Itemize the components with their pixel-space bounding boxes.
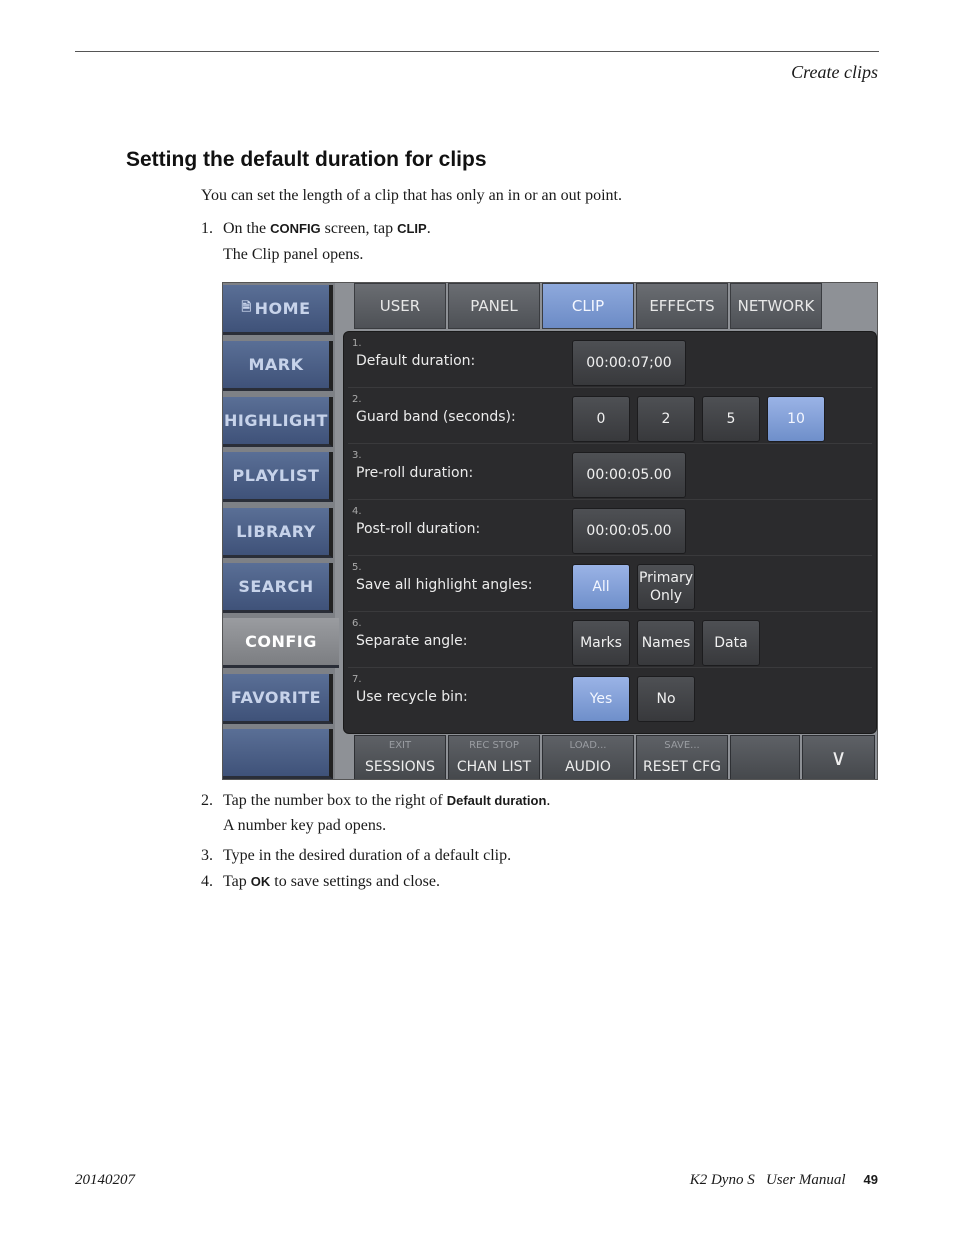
pre-roll-duration-field[interactable]: 00:00:05.00 — [572, 452, 686, 498]
row-number: 6. — [352, 618, 362, 629]
row-label: Save all highlight angles: — [356, 577, 533, 593]
step-text: screen, tap — [320, 220, 398, 237]
step-2-result: A number key pad opens. — [223, 817, 387, 834]
step-text: . — [426, 220, 431, 237]
nav-favorite-button[interactable]: FAVORITE — [223, 674, 333, 724]
header-rule — [75, 51, 879, 52]
secondary-label: EXIT — [388, 740, 412, 751]
clip-settings-panel — [343, 331, 877, 734]
row-number: 7. — [352, 674, 362, 685]
secondary-label: LOAD... — [569, 740, 607, 751]
chevron-down-icon: ∨ — [830, 745, 847, 771]
nav-label: HOME — [254, 299, 311, 318]
left-navigation — [223, 283, 335, 780]
nav-search-button[interactable]: SEARCH — [223, 563, 333, 613]
row-number: 3. — [352, 450, 362, 461]
nav-library-button[interactable]: LIBRARY — [223, 508, 333, 558]
blank-toolbar-button[interactable] — [730, 735, 800, 780]
tab-panel[interactable]: PANEL — [448, 283, 540, 329]
bottom-toolbar — [335, 735, 878, 780]
step-3 — [201, 846, 511, 866]
step-number: 3. — [201, 847, 213, 864]
ui-term-default-duration: Default duration — [446, 793, 547, 808]
tab-user[interactable]: USER — [354, 283, 446, 329]
highlight-all-button[interactable]: All — [572, 564, 630, 610]
nav-config-button[interactable]: CONFIG — [223, 618, 339, 668]
tab-bar — [335, 283, 878, 331]
document-icon: 🗎 — [241, 300, 252, 314]
intro-paragraph: You can set the length of a clip that has only an in or an out point. — [201, 187, 622, 204]
chan-list-button[interactable] — [448, 735, 540, 780]
nav-empty-button[interactable] — [223, 729, 333, 779]
ui-term-config: CONFIG — [270, 221, 321, 236]
step-text: to save settings and close. — [270, 873, 441, 890]
guard-band-2-button[interactable]: 2 — [637, 396, 695, 442]
page-number: 49 — [863, 1172, 878, 1187]
setting-row-separate-angle — [348, 612, 872, 668]
setting-row-pre-roll — [348, 444, 872, 500]
clip-panel-screenshot — [222, 282, 878, 780]
row-number: 5. — [352, 562, 362, 573]
separate-marks-button[interactable]: Marks — [572, 620, 630, 666]
step-number: 1. — [201, 220, 213, 237]
primary-label: SESSIONS — [364, 759, 435, 775]
setting-row-highlight-angles — [348, 556, 872, 612]
tab-effects[interactable]: EFFECTS — [636, 283, 728, 329]
audio-button[interactable] — [542, 735, 634, 780]
primary-label: AUDIO — [565, 759, 611, 775]
row-label: Post-roll duration: — [356, 521, 481, 537]
recycle-no-button[interactable]: No — [637, 676, 695, 722]
nav-highlight-button[interactable]: HIGHLIGHT — [223, 397, 333, 447]
tab-network[interactable]: NETWORK — [730, 283, 822, 329]
scroll-down-button[interactable] — [802, 735, 875, 780]
tab-clip[interactable]: CLIP — [542, 283, 634, 329]
recycle-yes-button[interactable]: Yes — [572, 676, 630, 722]
manual-title: K2 Dyno S User Manual — [689, 1172, 846, 1188]
step-text: Type in the desired duration of a default clip. — [223, 847, 512, 864]
step-text: Tap the number box to the right of — [223, 792, 447, 809]
step-text: On the — [223, 220, 271, 237]
guard-band-0-button[interactable]: 0 — [572, 396, 630, 442]
primary-label: CHAN LIST — [456, 759, 532, 775]
ui-term-clip: CLIP — [397, 221, 427, 236]
reset-cfg-button[interactable] — [636, 735, 728, 780]
guard-band-5-button[interactable]: 5 — [702, 396, 760, 442]
row-label: Use recycle bin: — [356, 689, 468, 705]
nav-playlist-button[interactable]: PLAYLIST — [223, 452, 333, 502]
row-label: Guard band (seconds): — [356, 409, 516, 425]
separate-data-button[interactable]: Data — [702, 620, 760, 666]
setting-row-recycle-bin — [348, 668, 872, 724]
guard-band-10-button[interactable]: 10 — [767, 396, 825, 442]
footer-date: 20140207 — [75, 1172, 135, 1188]
step-text: . — [546, 792, 551, 809]
sessions-button[interactable] — [354, 735, 446, 780]
footer-manual — [690, 1172, 878, 1189]
row-label: Separate angle: — [356, 633, 468, 649]
step-number: 4. — [201, 873, 213, 890]
row-number: 4. — [352, 506, 362, 517]
step-1 — [201, 219, 431, 239]
default-duration-field[interactable]: 00:00:07;00 — [572, 340, 686, 386]
ui-term-ok: OK — [250, 874, 271, 889]
nav-mark-button[interactable]: MARK — [223, 341, 333, 391]
setting-row-guard-band — [348, 388, 872, 444]
secondary-label: REC STOP — [469, 740, 519, 751]
row-label: Default duration: — [356, 353, 476, 369]
step-4 — [201, 872, 440, 892]
separate-names-button[interactable]: Names — [637, 620, 695, 666]
setting-row-default-duration — [348, 332, 872, 388]
step-1-result: The Clip panel opens. — [223, 246, 364, 263]
row-label: Pre-roll duration: — [356, 465, 474, 481]
section-heading: Setting the default duration for clips — [126, 148, 487, 171]
nav-home-button[interactable] — [223, 285, 333, 335]
primary-label: RESET CFG — [643, 759, 721, 775]
setting-row-post-roll — [348, 500, 872, 556]
row-number: 2. — [352, 394, 362, 405]
step-2 — [201, 791, 550, 811]
step-number: 2. — [201, 792, 213, 809]
running-header: Create clips — [791, 62, 878, 82]
step-text: Tap — [223, 873, 251, 890]
row-number: 1. — [352, 338, 362, 349]
secondary-label: SAVE... — [664, 740, 700, 751]
highlight-primary-only-button[interactable]: Primary Only — [637, 564, 695, 610]
post-roll-duration-field[interactable]: 00:00:05.00 — [572, 508, 686, 554]
